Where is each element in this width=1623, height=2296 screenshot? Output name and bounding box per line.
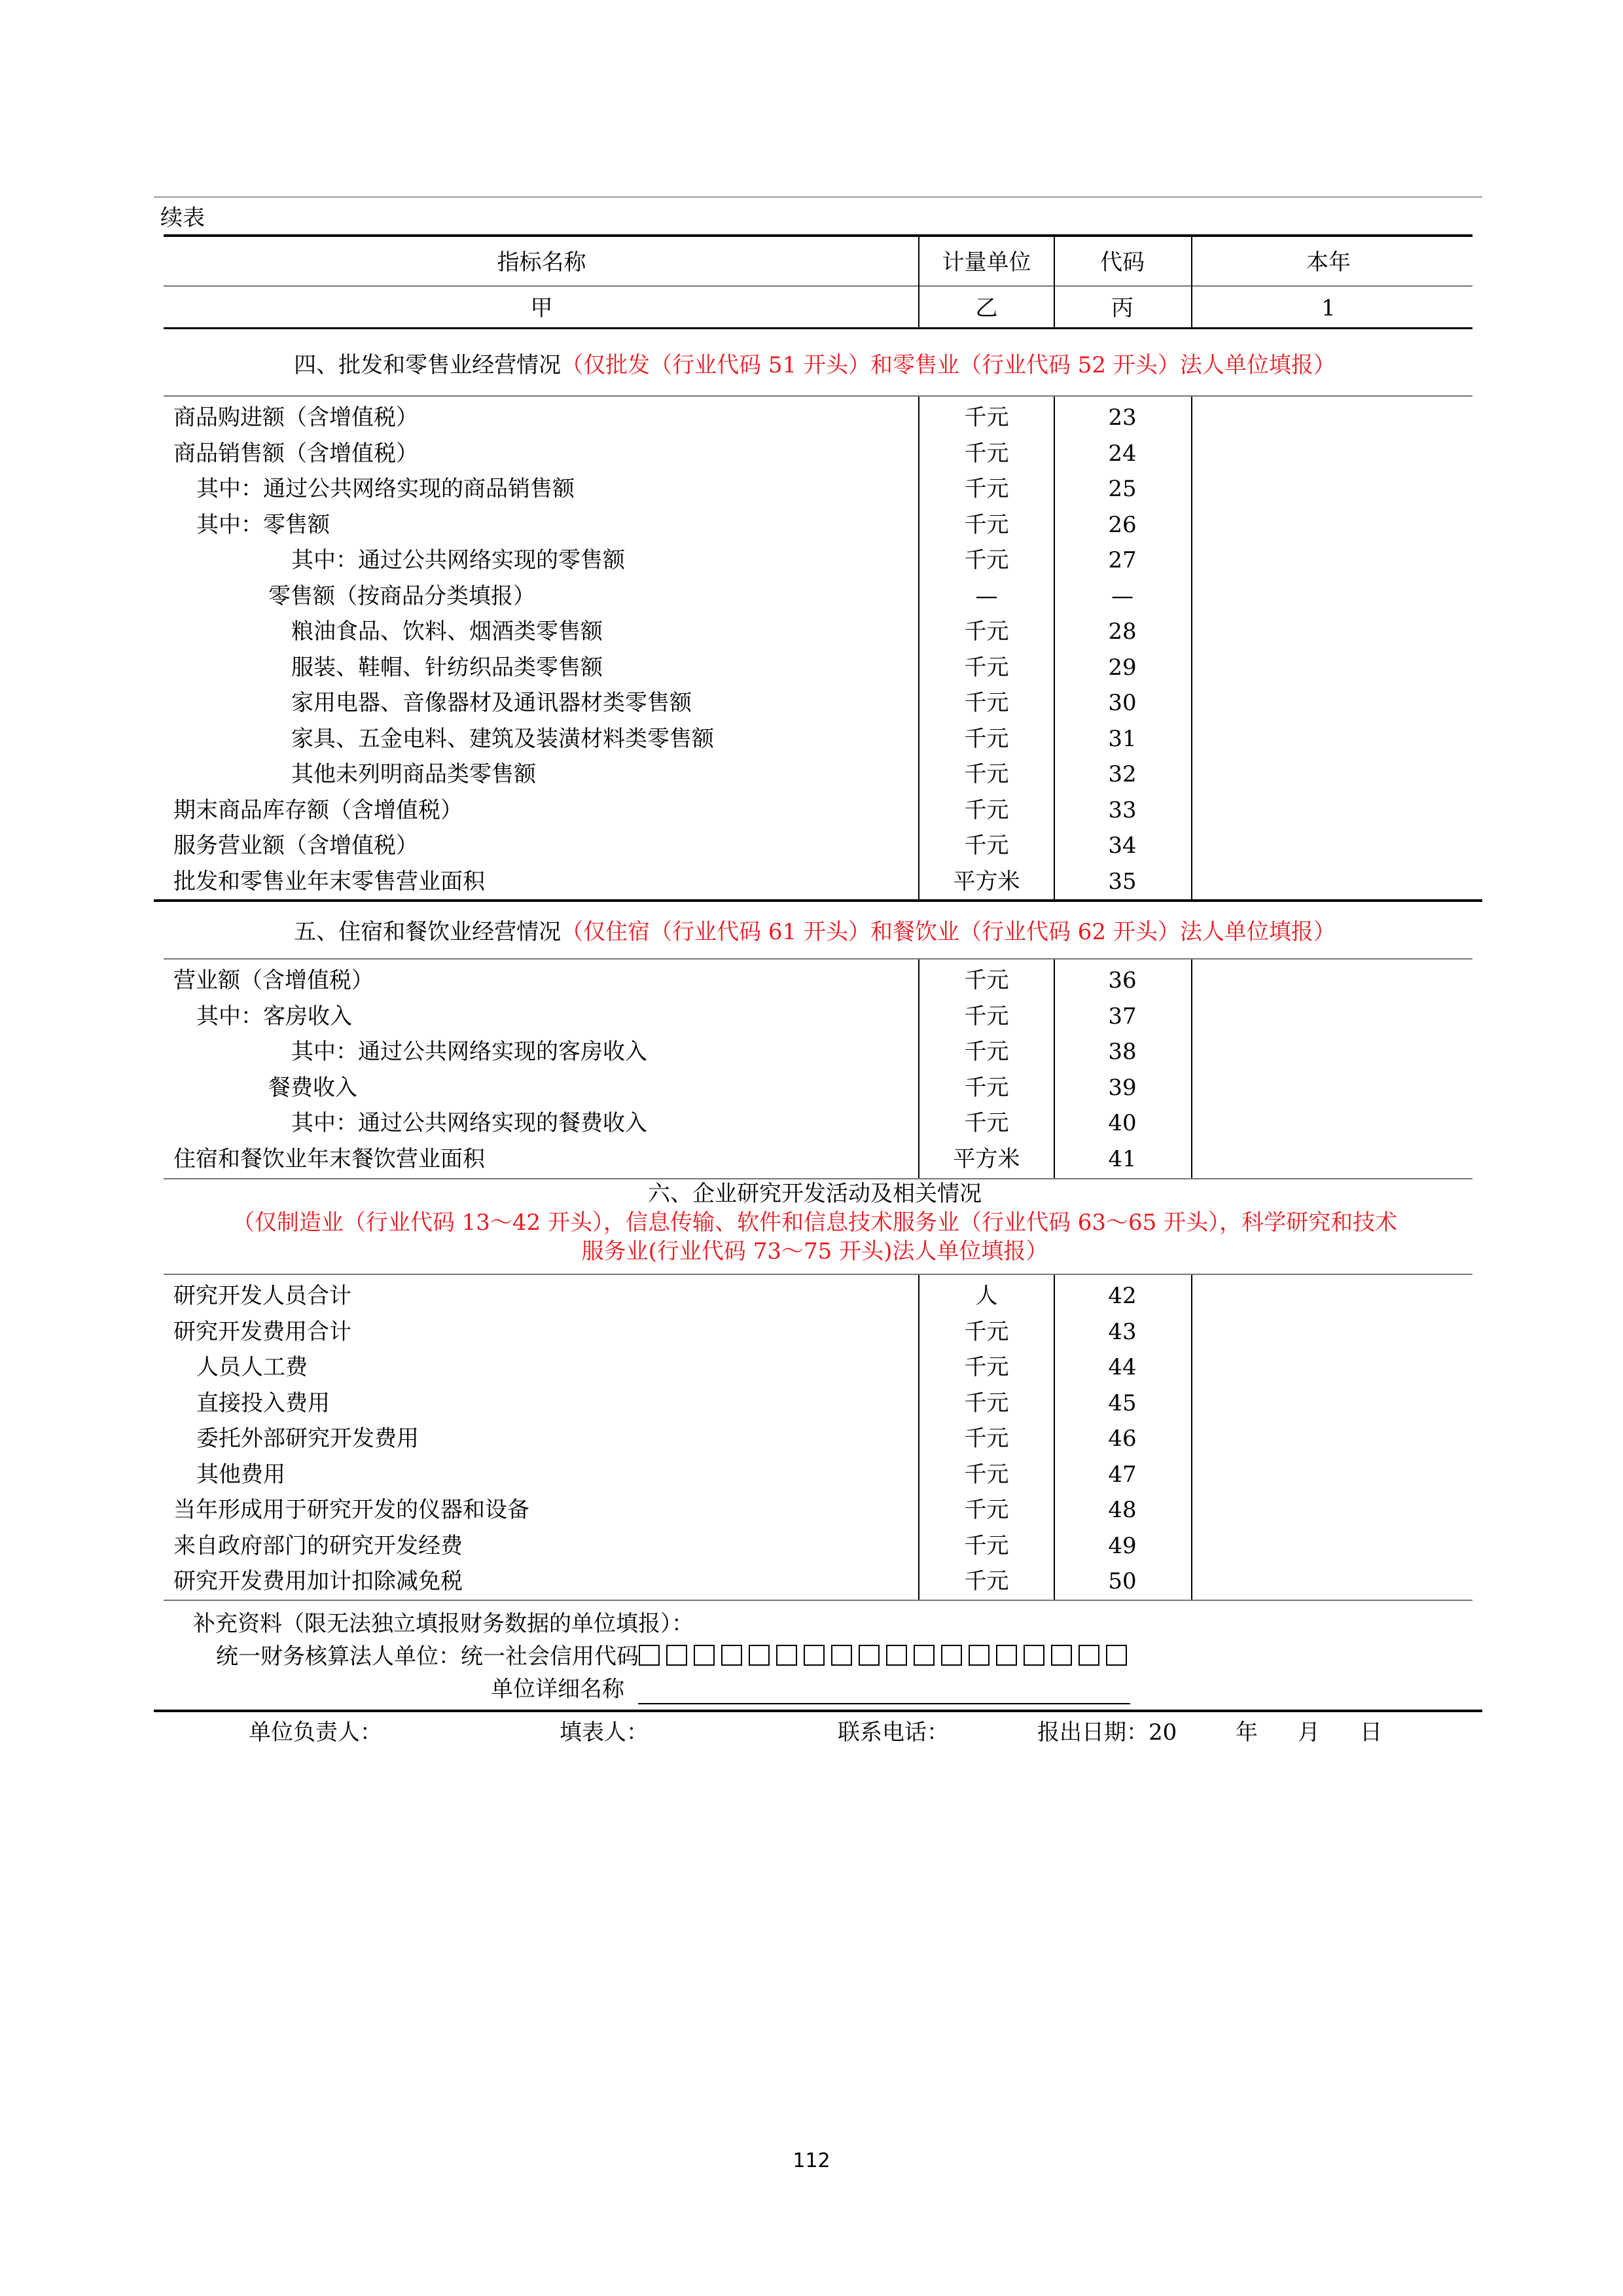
row-code: 43 — [1108, 1318, 1137, 1345]
credit-code-box[interactable] — [914, 1645, 935, 1666]
section4-title: 四、批发和零售业经营情况 — [294, 352, 562, 378]
credit-code-box[interactable] — [1024, 1645, 1044, 1666]
row-value-cell[interactable] — [1191, 1386, 1466, 1421]
s4-vline-2 — [1054, 397, 1055, 901]
sub-header-code: 丙 — [1111, 295, 1133, 321]
table-top-rule — [164, 234, 1472, 237]
row-value-cell[interactable] — [1191, 999, 1466, 1034]
row-unit: 千元 — [964, 1461, 1009, 1488]
hdr-vline-1 — [918, 236, 919, 329]
row-label: 其中：客房收入 — [196, 1003, 352, 1030]
row-label: 营业额（含增值税） — [173, 967, 374, 994]
row-code: 38 — [1108, 1039, 1137, 1065]
row-unit: 人 — [975, 1283, 998, 1309]
row-code: 44 — [1108, 1354, 1137, 1380]
credit-code-box[interactable] — [666, 1645, 687, 1666]
section6-note-line2: 服务业(行业代码 73～75 开头)法人单位填报） — [581, 1238, 1048, 1265]
row-label: 研究开发人员合计 — [173, 1283, 351, 1309]
row-unit: 千元 — [964, 1003, 1009, 1030]
credit-code-box[interactable] — [886, 1645, 907, 1666]
credit-code-box[interactable] — [639, 1645, 660, 1666]
row-unit: 千元 — [964, 725, 1009, 752]
row-value-cell[interactable] — [1191, 1105, 1466, 1141]
row-value-cell[interactable] — [1191, 721, 1466, 757]
row-value-cell[interactable] — [1191, 579, 1466, 614]
row-code: 30 — [1108, 690, 1137, 716]
credit-code-box[interactable] — [694, 1645, 715, 1666]
row-code: 33 — [1108, 797, 1137, 823]
s5-vline-2 — [1054, 960, 1055, 1178]
row-code: 39 — [1108, 1074, 1137, 1101]
s5-vline-3 — [1191, 960, 1192, 1178]
credit-code-boxes[interactable] — [639, 1643, 1133, 1670]
credit-code-box[interactable] — [831, 1645, 852, 1666]
row-code: 37 — [1108, 1003, 1137, 1030]
row-label: 住宿和餐饮业年末餐饮营业面积 — [173, 1145, 485, 1172]
row-value-cell[interactable] — [1191, 1492, 1466, 1528]
row-value-cell[interactable] — [1191, 793, 1466, 828]
row-unit: 千元 — [964, 511, 1009, 538]
row-code: 23 — [1108, 404, 1137, 431]
row-label: 人员人工费 — [196, 1354, 308, 1380]
row-value-cell[interactable] — [1191, 400, 1466, 435]
credit-code-box[interactable] — [749, 1645, 770, 1666]
footer-filler: 填表人： — [560, 1719, 649, 1746]
sub-header-unit: 乙 — [975, 295, 998, 321]
row-code: 26 — [1108, 511, 1137, 538]
row-value-cell[interactable] — [1191, 543, 1466, 578]
row-value-cell[interactable] — [1191, 685, 1466, 721]
top-rule — [154, 196, 1482, 198]
row-unit: 千元 — [964, 1318, 1009, 1345]
footer-phone: 联系电话： — [838, 1719, 949, 1746]
row-code: 29 — [1108, 654, 1137, 681]
row-label: 其他费用 — [196, 1461, 285, 1488]
footer-rule — [154, 1710, 1482, 1712]
row-unit: 千元 — [964, 1110, 1009, 1136]
row-code: 48 — [1108, 1497, 1137, 1523]
row-label: 其中：通过公共网络实现的商品销售额 — [196, 476, 575, 502]
row-value-cell[interactable] — [1191, 471, 1466, 507]
credit-code-box[interactable] — [1106, 1645, 1127, 1666]
row-label: 其中：通过公共网络实现的餐费收入 — [291, 1110, 647, 1136]
credit-code-box[interactable] — [804, 1645, 825, 1666]
row-label: 家用电器、音像器材及通讯器材类零售额 — [291, 690, 692, 716]
row-code: 25 — [1108, 476, 1137, 502]
row-value-cell[interactable] — [1191, 1070, 1466, 1105]
detail-name-underline[interactable] — [638, 1703, 1130, 1704]
row-unit: 千元 — [964, 1390, 1009, 1416]
row-code: 47 — [1108, 1461, 1137, 1488]
s6-vline-3 — [1191, 1275, 1192, 1600]
row-code: 36 — [1108, 967, 1137, 994]
section6-title: 六、企业研究开发活动及相关情况 — [648, 1181, 982, 1207]
row-label: 当年形成用于研究开发的仪器和设备 — [173, 1497, 529, 1523]
row-unit: 千元 — [964, 440, 1009, 467]
row-unit: 平方米 — [953, 1145, 1020, 1172]
continued-label: 续表 — [160, 205, 205, 231]
row-label: 商品销售额（含增值税） — [173, 440, 418, 467]
hdr-vline-3 — [1191, 236, 1192, 329]
row-code: 31 — [1108, 725, 1137, 752]
row-value-cell[interactable] — [1191, 1314, 1466, 1350]
section5-rule — [164, 958, 1472, 960]
row-label: 批发和零售业年末零售营业面积 — [173, 868, 485, 895]
row-value-cell[interactable] — [1191, 1457, 1466, 1492]
row-value-cell[interactable] — [1191, 757, 1466, 792]
row-label: 商品购进额（含增值税） — [173, 404, 418, 431]
row-value-cell[interactable] — [1191, 864, 1466, 899]
row-unit: 千元 — [964, 1532, 1009, 1559]
row-label: 其中：通过公共网络实现的零售额 — [291, 547, 625, 573]
row-unit: 千元 — [964, 1568, 1009, 1594]
row-label: 其中：通过公共网络实现的客房收入 — [291, 1039, 647, 1065]
section5-note: （仅住宿（行业代码 61 开头）和餐饮业（行业代码 62 开头）法人单位填报） — [561, 919, 1336, 945]
col-header-name: 指标名称 — [497, 249, 586, 276]
section4-note: （仅批发（行业代码 51 开头）和零售业（行业代码 52 开头）法人单位填报） — [561, 352, 1336, 378]
col-header-unit: 计量单位 — [942, 249, 1031, 276]
row-code: 50 — [1108, 1568, 1137, 1594]
row-label: 粮油食品、饮料、烟酒类零售额 — [291, 619, 603, 645]
row-label: 期末商品库存额（含增值税） — [173, 797, 463, 823]
row-code: 35 — [1108, 868, 1137, 895]
section6-note-line1: （仅制造业（行业代码 13～42 开头），信息传输、软件和信息技术服务业（行业代码 63～65 开头），科学研究和技术 — [232, 1210, 1398, 1236]
credit-code-box[interactable] — [859, 1645, 880, 1666]
row-value-cell[interactable] — [1191, 650, 1466, 685]
row-code: 34 — [1108, 833, 1137, 859]
subheader-rule — [164, 327, 1472, 329]
section6-bottom-rule — [164, 1600, 1472, 1601]
row-unit: 千元 — [964, 654, 1009, 681]
row-code: 40 — [1108, 1110, 1137, 1136]
unified-unit-line — [216, 1639, 1133, 1674]
row-value-cell[interactable] — [1191, 614, 1466, 649]
row-label: 直接投入费用 — [196, 1390, 330, 1416]
row-label: 服务营业额（含增值税） — [173, 833, 418, 859]
s4-vline-1 — [918, 397, 919, 901]
row-label: 零售额（按商品分类填报） — [268, 583, 535, 609]
row-value-cell[interactable] — [1191, 1421, 1466, 1456]
row-unit: — — [975, 583, 998, 609]
row-unit: 千元 — [964, 619, 1009, 645]
row-label: 餐费收入 — [268, 1074, 357, 1101]
row-unit: 千元 — [964, 761, 1009, 787]
s5-vline-1 — [918, 960, 919, 1178]
sub-header-value: 1 — [1321, 295, 1336, 321]
row-unit: 千元 — [964, 797, 1009, 823]
section5-title: 五、住宿和餐饮业经营情况 — [294, 919, 562, 945]
row-value-cell[interactable] — [1191, 1278, 1466, 1314]
row-unit: 千元 — [964, 833, 1009, 859]
row-unit: 千元 — [964, 967, 1009, 994]
row-label: 其中：零售额 — [196, 511, 330, 538]
row-code: 32 — [1108, 761, 1137, 787]
row-unit: 千元 — [964, 1354, 1009, 1380]
row-code: 41 — [1108, 1145, 1137, 1172]
header-divider — [164, 285, 1472, 287]
row-label: 来自政府部门的研究开发经费 — [173, 1532, 463, 1559]
section6-rule — [164, 1274, 1472, 1275]
row-unit: 千元 — [964, 1074, 1009, 1101]
row-unit: 平方米 — [953, 868, 1020, 895]
row-label: 家具、五金电料、建筑及装潢材料类零售额 — [291, 725, 714, 752]
row-code: 49 — [1108, 1532, 1137, 1559]
row-label: 服装、鞋帽、针纺织品类零售额 — [291, 654, 603, 681]
row-code: 46 — [1108, 1426, 1137, 1452]
s6-vline-1 — [918, 1275, 919, 1600]
footer-day: 日 — [1360, 1719, 1382, 1746]
row-value-cell[interactable] — [1191, 1564, 1466, 1599]
row-value-cell[interactable] — [1191, 1528, 1466, 1564]
row-unit: 千元 — [964, 476, 1009, 502]
sub-header-name: 甲 — [530, 295, 553, 321]
footer-date: 报出日期：20 — [1037, 1719, 1177, 1746]
hdr-vline-2 — [1054, 236, 1055, 329]
row-unit: 千元 — [964, 404, 1009, 431]
s4-vline-3 — [1191, 397, 1192, 901]
credit-code-box[interactable] — [996, 1645, 1017, 1666]
credit-code-box[interactable] — [941, 1645, 962, 1666]
section4-rule — [164, 395, 1472, 397]
row-unit: 千元 — [964, 547, 1009, 573]
footer-leader: 单位负责人： — [249, 1719, 382, 1746]
row-value-cell[interactable] — [1191, 963, 1466, 998]
row-code: 28 — [1108, 619, 1137, 645]
credit-code-box[interactable] — [969, 1645, 990, 1666]
row-unit: 千元 — [964, 690, 1009, 716]
page-number: 112 — [793, 2149, 830, 2172]
section4-heading — [164, 351, 1466, 380]
footer-year: 年 — [1236, 1719, 1258, 1746]
row-label: 研究开发费用加计扣除减免税 — [173, 1568, 463, 1594]
row-code: 42 — [1108, 1283, 1137, 1309]
credit-code-box[interactable] — [721, 1645, 742, 1666]
section5-heading — [164, 918, 1466, 946]
row-unit: 千元 — [964, 1497, 1009, 1523]
footer-month: 月 — [1298, 1719, 1320, 1746]
supplement-title: 补充资料（限无法独立填报财务数据的单位填报）： — [193, 1611, 694, 1637]
row-label: 其他未列明商品类零售额 — [291, 761, 536, 787]
detail-name-label: 单位详细名称 — [491, 1676, 624, 1702]
row-label: 研究开发费用合计 — [173, 1318, 351, 1345]
row-code: — — [1111, 583, 1133, 609]
row-unit: 千元 — [964, 1039, 1009, 1065]
credit-code-box[interactable] — [776, 1645, 797, 1666]
row-value-cell[interactable] — [1191, 828, 1466, 863]
row-code: 45 — [1108, 1390, 1137, 1416]
credit-code-box[interactable] — [1079, 1645, 1099, 1666]
row-label: 委托外部研究开发费用 — [196, 1426, 419, 1452]
credit-code-box[interactable] — [1051, 1645, 1072, 1666]
row-value-cell[interactable] — [1191, 1034, 1466, 1069]
col-header-value: 本年 — [1306, 249, 1351, 276]
s6-vline-2 — [1054, 1275, 1055, 1600]
row-code: 27 — [1108, 547, 1137, 573]
row-code: 24 — [1108, 440, 1137, 467]
row-value-cell[interactable] — [1191, 1141, 1466, 1177]
credit-code-label: 统一社会信用代码 — [461, 1643, 639, 1670]
row-value-cell[interactable] — [1191, 436, 1466, 471]
section4-bottom-rule — [154, 899, 1482, 902]
row-value-cell[interactable] — [1191, 507, 1466, 543]
unified-unit-label: 统一财务核算法人单位： — [216, 1643, 461, 1670]
col-header-code: 代码 — [1100, 249, 1145, 276]
row-value-cell[interactable] — [1191, 1350, 1466, 1385]
row-unit: 千元 — [964, 1426, 1009, 1452]
